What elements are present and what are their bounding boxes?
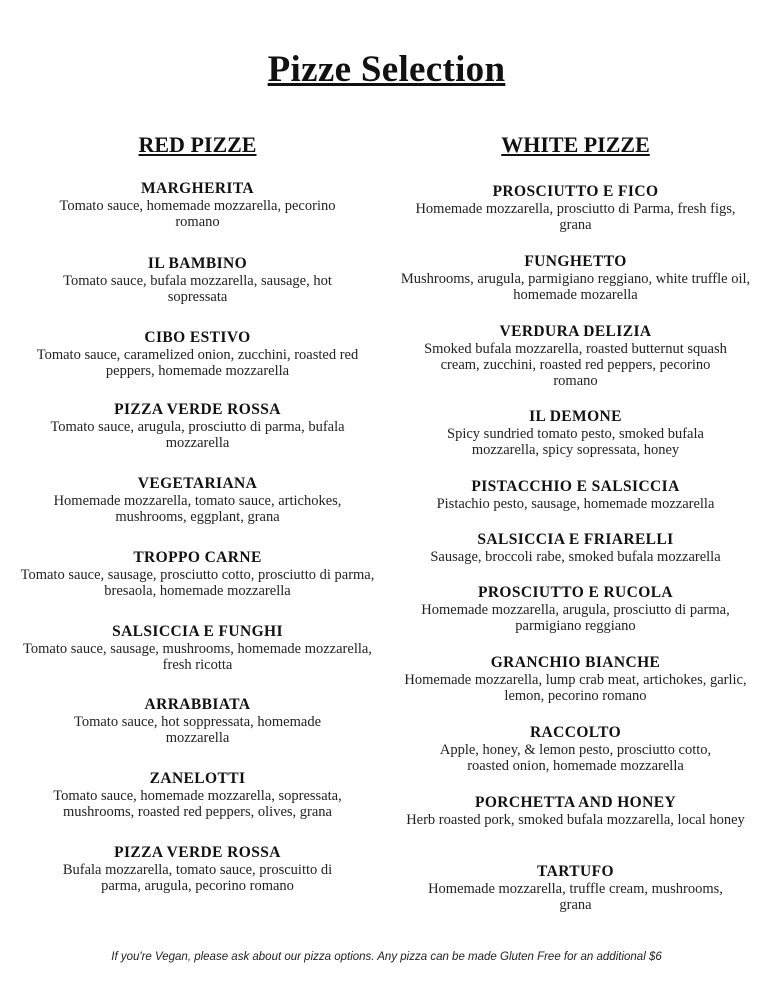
menu-item [20, 329, 375, 379]
menu-item [20, 549, 375, 599]
menu-item [398, 584, 753, 634]
menu-item [20, 623, 375, 673]
menu-item [20, 844, 375, 894]
item-name: PROSCIUTTO E RUCOLA [477, 584, 674, 601]
item-description: Tomato sauce, bufala mozzarella, sausage, hot sopressata [63, 273, 332, 305]
item-description: Tomato sauce, sausage, prosciutto cotto, prosciutto di parma, bresaola, homemade mozzarella [20, 567, 375, 599]
menu-item [398, 478, 753, 512]
item-description: Tomato sauce, arugula, prosciutto di parma, bufala mozzarella [50, 419, 345, 451]
item-description: Homemade mozzarella, arugula, prosciutto di parma, parmigiano reggiano [421, 602, 730, 634]
menu-item [398, 654, 753, 704]
menu-item [398, 863, 753, 913]
item-description: Tomato sauce, caramelized onion, zucchini, roasted red peppers, homemade mozzarella [36, 347, 359, 379]
item-name: MARGHERITA [140, 180, 255, 197]
menu-item [20, 180, 375, 230]
item-name: ZANELOTTI [149, 770, 246, 787]
item-name: PIZZA VERDE ROSSA [114, 401, 281, 418]
page-title: Pizze Selection [267, 49, 506, 90]
item-description: Bufala mozzarella, tomato sauce, proscuitto di parma, arugula, pecorino romano [62, 862, 333, 894]
item-name: SALSICCIA E FUNGHI [112, 623, 283, 640]
item-description: Pistachio pesto, sausage, homemade mozzarella [436, 496, 715, 512]
item-name: GRANCHIO BIANCHE [490, 654, 661, 671]
item-name: VEGETARIANA [137, 475, 258, 492]
item-name: FUNGHETTO [524, 253, 627, 270]
menu-item [398, 408, 753, 458]
item-name: IL DEMONE [529, 408, 622, 425]
item-description: Apple, honey, & lemon pesto, prosciutto cotto, roasted onion, homemade mozzarella [439, 742, 712, 774]
item-name: PISTACCHIO E SALSICCIA [471, 478, 680, 495]
menu-item [20, 401, 375, 451]
menu-item [20, 696, 375, 746]
item-name: SALSICCIA E FRIARELLI [477, 531, 674, 548]
item-description: Tomato sauce, homemade mozzarella, sopressata, mushrooms, roasted red peppers, olives, grana [53, 788, 342, 820]
white-pizze-column [398, 130, 753, 913]
menu-item [398, 183, 753, 233]
item-description: Tomato sauce, hot soppressata, homemade mozzarella [73, 714, 322, 746]
item-description: Tomato sauce, homemade mozzarella, pecorino romano [59, 198, 336, 230]
red-pizze-heading: RED PIZZE [138, 132, 257, 157]
item-description: Tomato sauce, sausage, mushrooms, homemade mozzarella, fresh ricotta [23, 641, 372, 673]
menu-item [398, 531, 753, 565]
item-description: Spicy sundried tomato pesto, smoked bufala mozzarella, spicy sopressata, honey [447, 426, 704, 458]
item-name: PROSCIUTTO E FICO [492, 183, 659, 200]
item-description: Smoked bufala mozzarella, roasted butternut squash cream, zucchini, roasted red peppers, pecorino romano [424, 341, 727, 389]
item-description: Homemade mozzarella, prosciutto di Parma, fresh figs, grana [415, 201, 736, 233]
item-description: Sausage, broccoli rabe, smoked bufala mozzarella [430, 549, 721, 565]
item-name: VERDURA DELIZIA [499, 323, 652, 340]
item-name: PIZZA VERDE ROSSA [114, 844, 281, 861]
item-name: PORCHETTA AND HONEY [474, 794, 677, 811]
item-name: IL BAMBINO [147, 255, 248, 272]
menu-item [398, 253, 753, 303]
footer-note: If you're Vegan, please ask about our pizza options. Any pizza can be made Gluten Free for an additional $6 [111, 951, 662, 963]
item-name: TARTUFO [537, 863, 614, 880]
item-name: RACCOLTO [529, 724, 622, 741]
item-description: Mushrooms, arugula, parmigiano reggiano, white truffle oil, homemade mozarella [400, 271, 751, 303]
item-description: Homemade mozzarella, lump crab meat, artichokes, garlic, lemon, pecorino romano [404, 672, 747, 704]
item-description: Herb roasted pork, smoked bufala mozzarella, local honey [406, 812, 745, 828]
white-pizze-heading: WHITE PIZZE [501, 132, 650, 157]
item-name: TROPPO CARNE [133, 549, 262, 566]
menu-item [20, 475, 375, 525]
item-name: ARRABBIATA [144, 696, 251, 713]
menu-item [398, 794, 753, 828]
menu-item [20, 770, 375, 820]
menu-item [398, 724, 753, 774]
item-name: CIBO ESTIVO [144, 329, 251, 346]
menu-item [20, 255, 375, 305]
item-description: Homemade mozzarella, truffle cream, mushrooms, grana [428, 881, 723, 913]
item-description: Homemade mozzarella, tomato sauce, artichokes, mushrooms, eggplant, grana [53, 493, 342, 525]
red-pizze-column [20, 130, 375, 894]
menu-item [398, 323, 753, 389]
